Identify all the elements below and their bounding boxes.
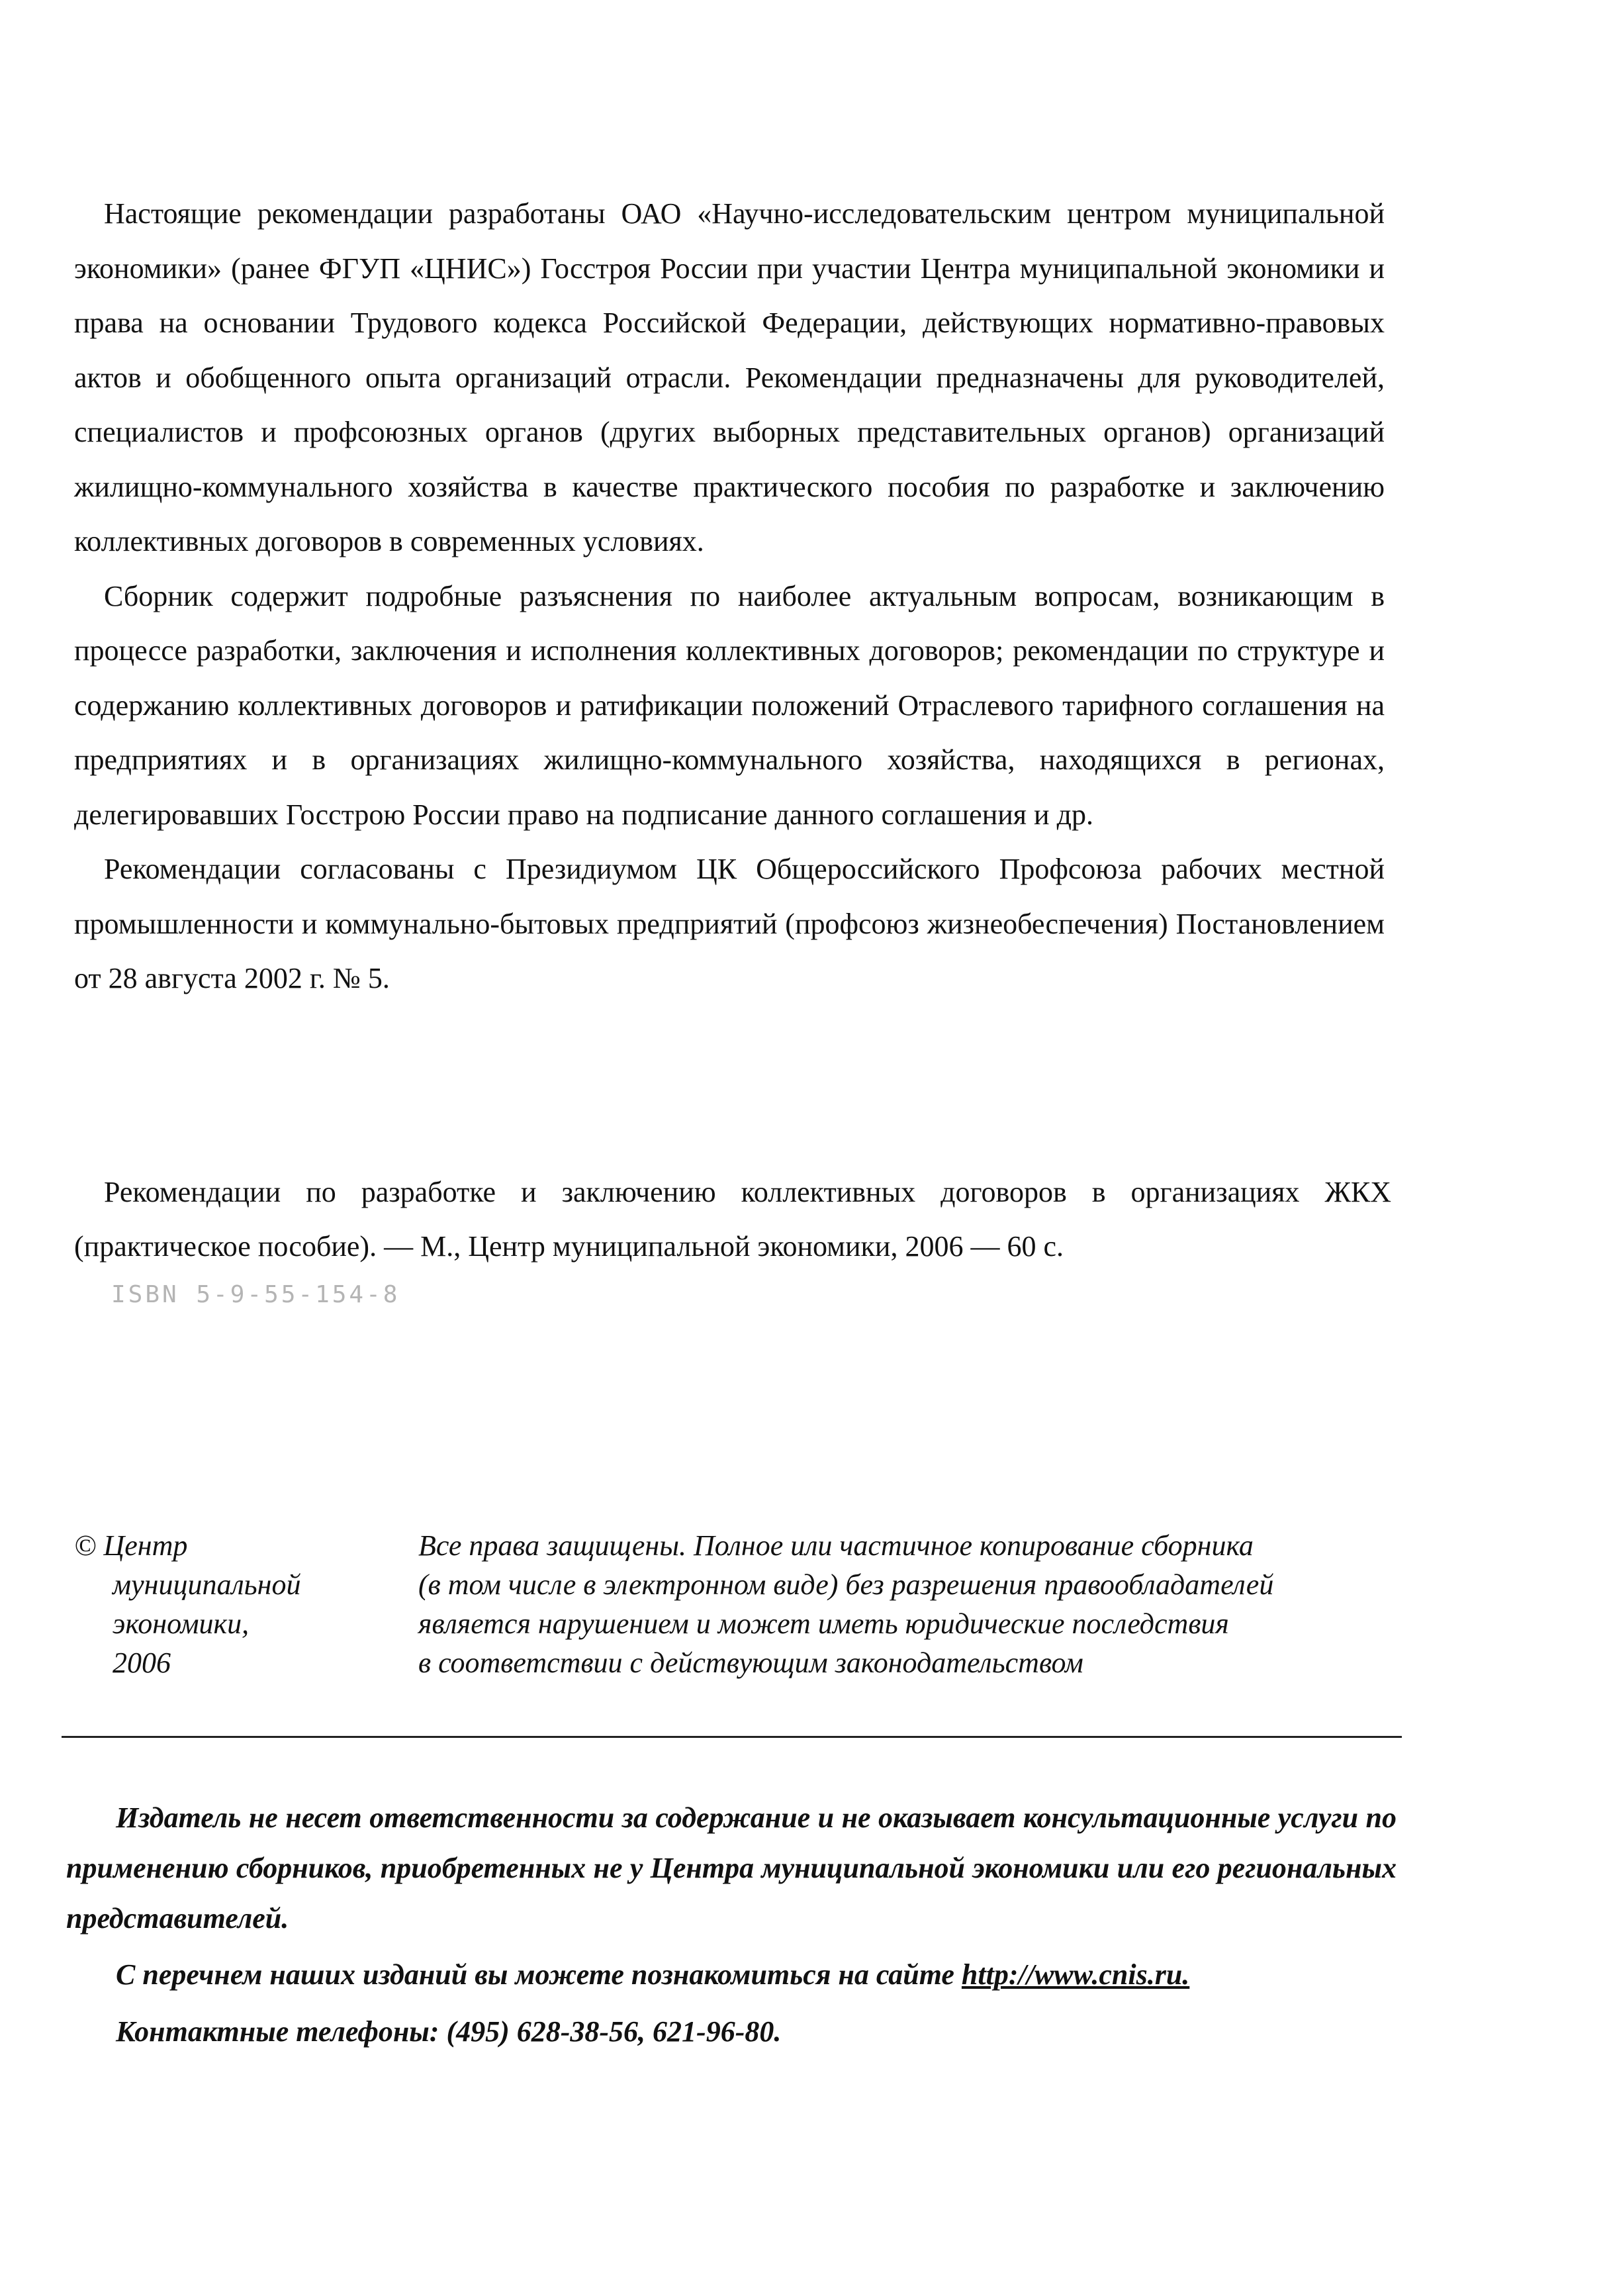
disclaimer-text: Издатель не несет ответственности за содержание и не оказывает консультационные услуги по применению сборников, приобретенных не у Центра муниципальной экономики или его региональных представителей. <box>66 1801 1397 1935</box>
rights-notice <box>418 1526 1398 1682</box>
website-prefix: С перечнем наших изданий вы можете познакомиться на сайте <box>116 1958 954 1991</box>
rights-line-4: в соответствии с действующим законодательством <box>418 1647 1083 1679</box>
rights-line-1: Все права защищены. Полное или частичное копирование сборника <box>418 1529 1254 1562</box>
copyright-holder-line-3: экономики, <box>113 1607 250 1640</box>
copyright-holder-line-1: © Центр <box>74 1529 188 1562</box>
website-line <box>116 1946 1406 2003</box>
intro-section <box>74 187 1385 1006</box>
horizontal-divider <box>62 1736 1402 1738</box>
phones-line: Контактные телефоны: (495) 628-38-56, 621-96-80. <box>116 2015 782 2048</box>
bibliographic-record <box>74 1165 1391 1274</box>
copyright-holder-line-2: муниципальной <box>113 1568 301 1601</box>
isbn-faded: ISBN 5-9-55-154-8 <box>111 1281 400 1308</box>
copyright-holder <box>74 1526 365 1682</box>
intro-paragraph-2: Сборник содержит подробные разъяснения по наиболее актуальным вопросам, возникающим в процессе разработки, заключения и исполнения коллективных договоров; рекомендации по структуре и содержанию коллективных договоров и ратификации положений Отраслевого тарифного соглашения на предприятиях и в организациях жилищно-коммунального хозяйства, находящихся в регионах, делегировавших Госстрою России право на подписание данного соглашения и др. <box>74 579 1385 831</box>
rights-line-3: является нарушением и может иметь юридические последствия <box>418 1607 1229 1640</box>
intro-paragraph-1: Настоящие рекомендации разработаны ОАО «Научно-исследовательским центром муниципальной экономики» (ранее ФГУП «ЦНИС») Госстроя России при участии Центра муниципальной экономики и права на основании Трудового кодекса Российской Федерации, действующих нормативно-правовых актов и обобщенного опыта организаций отрасли. Рекомендации предназначены для руководителей, специалистов и профсоюзных органов (других выборных представительных органов) организаций жилищно-коммунального хозяйства в качестве практического пособия по разработке и заключению коллективных договоров в современных условиях. <box>74 197 1385 557</box>
contacts-section <box>116 1946 1406 2060</box>
copyright-block <box>74 1526 1398 1692</box>
bibliographic-text: Рекомендации по разработке и заключению коллективных договоров в организациях ЖКХ (практическое пособие). — М., Центр муниципальной экономики, 2006 — 60 с. <box>74 1176 1391 1263</box>
rights-line-2: (в том числе в электронном виде) без разрешения правообладателей <box>418 1568 1274 1601</box>
copyright-holder-line-4: 2006 <box>113 1647 171 1679</box>
publisher-disclaimer <box>66 1793 1397 1944</box>
intro-paragraph-3: Рекомендации согласованы с Президиумом ЦК Общероссийского Профсоюза рабочих местной промышленности и коммунально-бытовых предприятий (профсоюз жизнеобеспечения) Постановлением от 28 августа 2002 г. № 5. <box>74 853 1385 994</box>
website-link[interactable]: http://www.cnis.ru. <box>961 1958 1190 1991</box>
